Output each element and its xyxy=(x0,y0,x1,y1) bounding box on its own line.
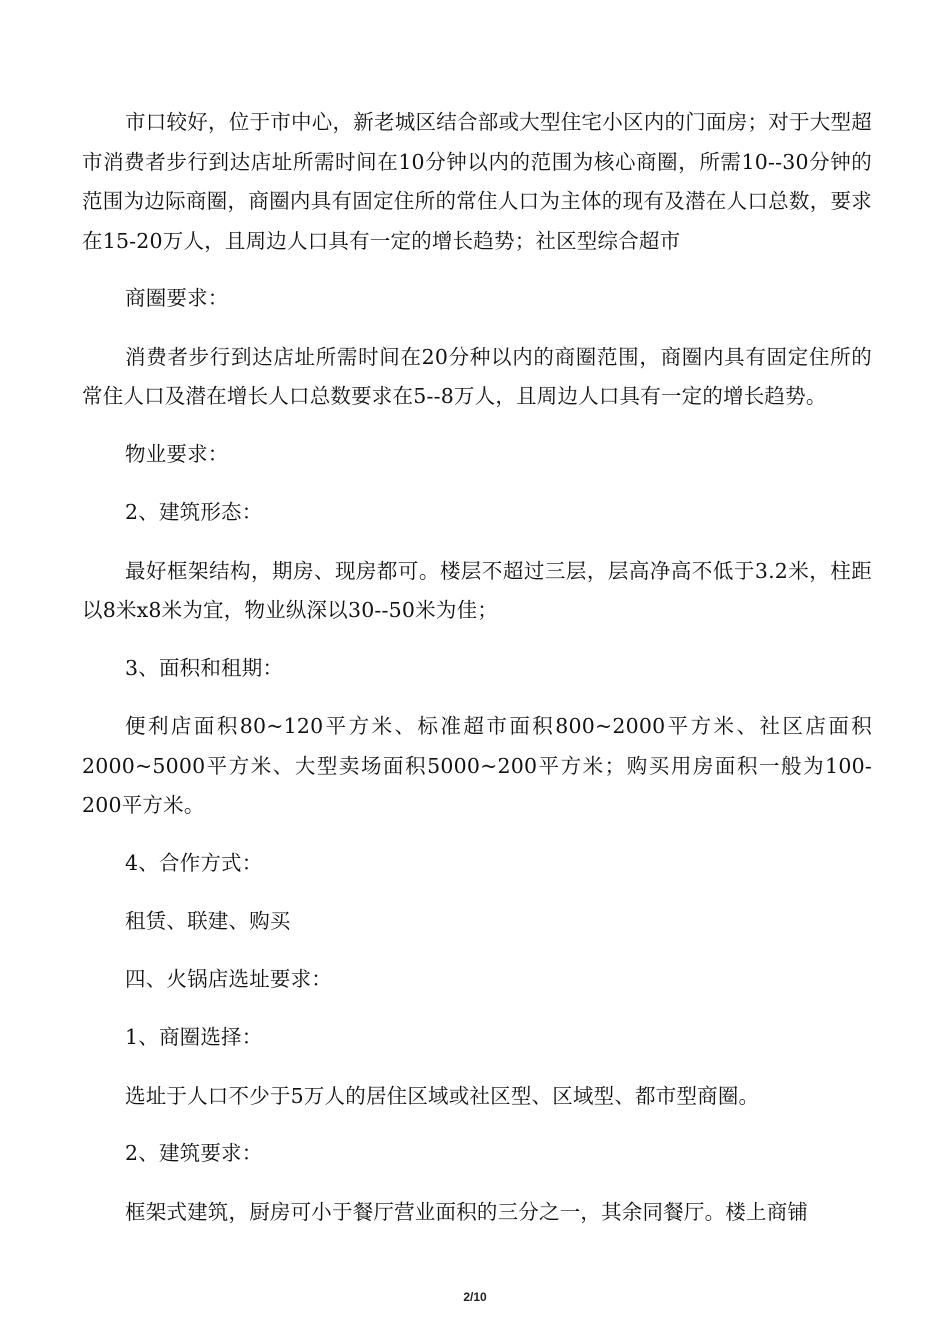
heading-cooperation-mode: 4、合作方式： xyxy=(125,850,263,875)
heading-hotpot-location: 四、火锅店选址要求： xyxy=(125,966,332,991)
paragraph-supermarket-location: 市口较好，位于市中心，新老城区结合部或大型住宅小区内的门面房；对于大型超市消费者步行到达店址所需时间在10分钟以内的范围为核心商圈，所需10--30分钟的范围为边际商圈，商圈内具有固定住所的常住人口为主体的现有及潜在人口总数，要求在15-20万人，且周边人口具有一定的增长趋势；社区型综合超市 xyxy=(82,110,872,253)
paragraph-trade-area-selection-detail: 选址于人口不少于5万人的居住区域或社区型、区域型、都市型商圈。 xyxy=(125,1083,760,1108)
heading-trade-area-selection: 1、商圈选择： xyxy=(125,1025,263,1049)
paragraph-trade-area-detail: 消费者步行到达店址所需时间在20分种以内的商圈范围，商圈内具有固定住所的常住人口及潜在增长人口总数要求在5--8万人，且周边人口具有一定的增长趋势。 xyxy=(82,344,872,408)
paragraph-area-detail: 便利店面积80~120平方米、标准超市面积800~2000平方米、社区店面积2000~5000平方米、大型卖场面积5000~200平方米；购买用房面积一般为100-200平方米。 xyxy=(82,714,872,817)
page-number: 2/10 xyxy=(463,1290,487,1304)
document-body xyxy=(82,103,872,1250)
paragraph-building-requirements-detail: 框架式建筑，厨房可小于餐厅营业面积的三分之一，其余同餐厅。楼上商铺 xyxy=(125,1199,809,1224)
paragraph-building-form-detail: 最好框架结构，期房、现房都可。楼层不超过三层，层高净高不低于3.2米，柱距以8米x8米为宜，物业纵深以30--50米为佳； xyxy=(82,558,872,622)
heading-property-requirements: 物业要求： xyxy=(125,441,229,466)
heading-area-and-lease: 3、面积和租期： xyxy=(125,655,284,680)
heading-building-requirements: 2、建筑要求： xyxy=(125,1141,263,1165)
heading-trade-area-requirements: 商圈要求： xyxy=(125,286,229,310)
heading-building-form: 2、建筑形态： xyxy=(125,500,263,524)
paragraph-cooperation-detail: 租赁、联建、购买 xyxy=(125,909,291,933)
